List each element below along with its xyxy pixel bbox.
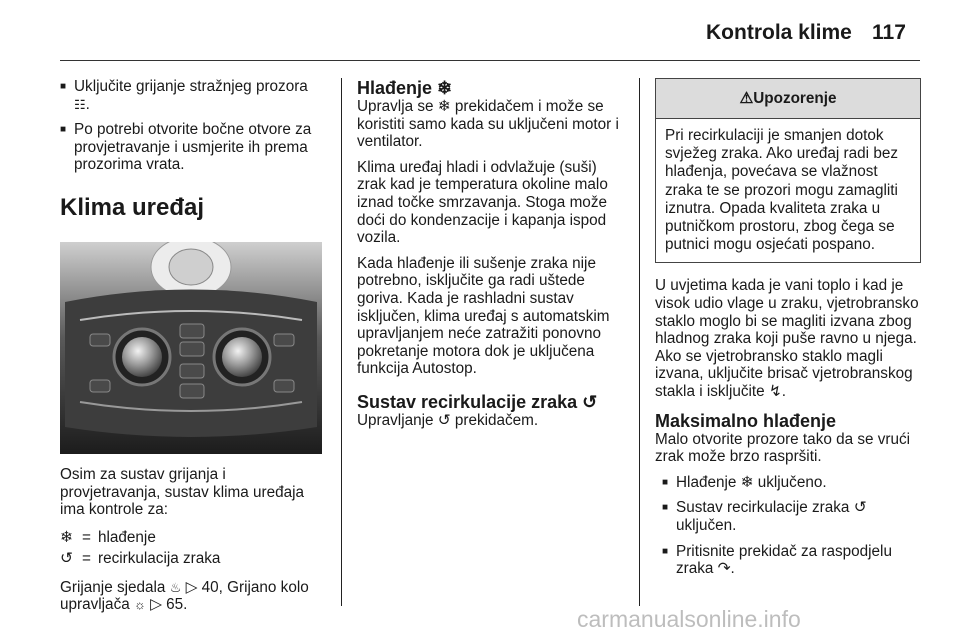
page-ref-icon: ▷ [185,578,198,596]
column-divider-1 [341,78,342,606]
intro-text: Osim za sustav grijanja i provjetravanja, sustav klima uređaja ima kontrole za: [60,465,305,519]
heading-recirculation: Sustav recirkulacije zraka ↺ [357,391,598,412]
bullet-item: ■ Sustav recirkulacije zraka ↺ uključen. [662,499,921,534]
header-rule [60,60,920,61]
cross-reference-text: Grijanje sjedala ♨ ▷ 40, Grijano kolo upravljača ☼ ▷ 65. [60,578,309,614]
paragraph: Klima uređaj hladi i odvlažuje (suši) zrak kad je temperatura okoline malo iznad točke smrzavanja. Stoga može doći do kondenzacije i kapanja ispod vozila. [357,158,608,247]
definition-row: ↺ = recirkulacija zraka [60,549,221,567]
section-title: Klima uređaj [60,193,205,221]
bullet-item: ■ Pritisnite prekidač za raspodjelu zraka ↷. [662,543,921,578]
paragraph: U uvjetima kada je vani toplo i kad je visok udio vlage u zraku, vjetrobransko staklo moglo bi se magliti izvana zbog hladnog zraka koji puše ravno u njega. Ako se vjetrobransko staklo magli izvana, uključite brisač vjetrobranskog stakla i isključite ↯. [655,277,919,400]
paragraph: Upravljanje ↺ prekidačem. [357,411,539,429]
paragraph: Kada hlađenje ili sušenje zraka nije potrebno, isključite ga radi uštede goriva. Kada je rashladni sustav isključen, klima uređaj s automatskim upravljanjem neće zatražiti ponovno pokretanje motora dok je uključena funkcija Autostop. [357,254,610,378]
climate-control-panel-image [60,242,322,454]
warning-text: Pri recirkulaciji je smanjen dotok svježeg zraka. Ako uređaj radi bez hlađenja, povećava se vlažnost zraka te se prozori mogu zamagliti iznutra. Opada kvaliteta zraka u putničkom prostoru, zbog čega se putnici mogu osjećati pospano. [665,127,898,254]
bullet-item: ■ Hlađenje ❄ uključeno. [662,474,921,492]
rear-window-heater-icon: ☷ [74,96,86,112]
page-ref-icon: ▷ [150,596,162,614]
recirculation-icon: ↺ [60,549,73,567]
heading-cooling: Hlađenje ❄ [357,78,453,98]
paragraph: Upravlja se ❄ prekidačem i može se koristiti samo kada su uključeni motor i ventilator. [357,98,619,151]
snowflake-icon: ❄ [437,98,451,115]
heading-max-cooling: Maksimalno hlađenje [655,410,837,431]
bullet-item: ■ Po potrebi otvorite bočne otvore za provjetravanje i usmjerite ih prema prozorima vrata. [60,121,326,174]
snowflake-icon: ❄ [437,78,453,98]
page-header-title: Kontrola klime [706,21,852,44]
recirculation-icon: ↺ [582,391,598,412]
seat-heating-icon: ♨ [169,579,182,595]
warning-header: ⚠ Upozorenje [656,79,920,119]
climate-panel-photo [60,242,322,454]
column-3 [655,78,921,586]
steering-wheel-heat-icon: ☼ [133,597,146,613]
page-number: 117 [872,21,906,44]
snowflake-icon: ❄ [60,528,73,546]
definition-row: ❄ = hlađenje [60,528,156,546]
recirculation-icon: ↺ [853,499,867,517]
warning-box [655,78,921,263]
airflow-windshield-icon: ↯ [768,382,782,400]
snowflake-icon: ❄ [740,473,754,491]
bullet-item: ■ Uključite grijanje stražnjeg prozora ☷. [60,78,326,113]
column-divider-2 [639,78,640,606]
column-1 [60,78,326,622]
column-2 [357,78,624,438]
airflow-head-icon: ↷ [717,560,731,578]
watermark: carmanualsonline.info [577,606,801,632]
warning-icon: ⚠ [739,89,754,107]
paragraph: Malo otvorite prozore tako da se vrući zrak može brzo raspršiti. [655,430,911,466]
recirculation-icon: ↺ [437,411,451,429]
